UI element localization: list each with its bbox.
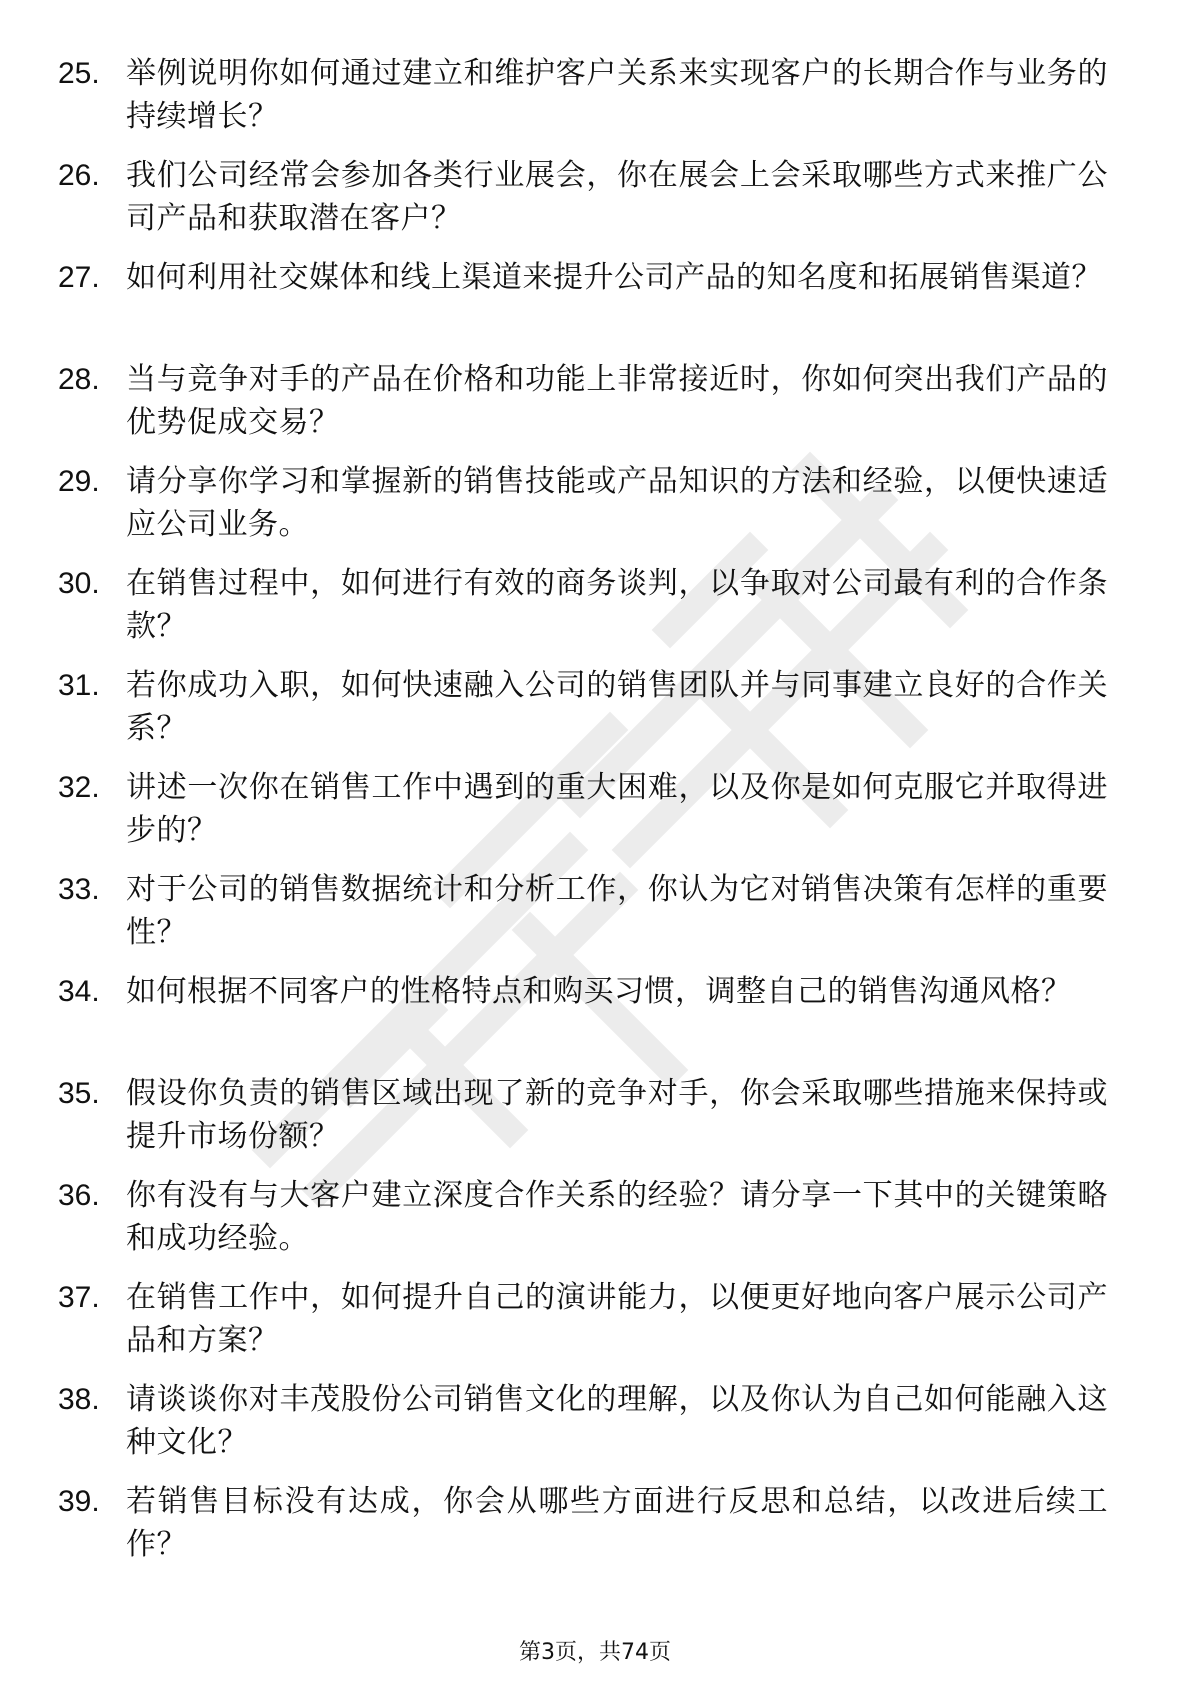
list-item [58,1276,1108,1370]
question-text: 如何根据不同客户的性格特点和购买习惯，调整自己的销售沟通风格？ [126,974,1072,1009]
question-text: 请谈谈你对丰茂股份公司销售文化的理解，以及你认为自己如何能融入这种文化？ [126,1382,1108,1460]
question-text: 我们公司经常会参加各类行业展会，你在展会上会采取哪些方式来推广公司产品和获取潜在客户？ [126,158,1108,236]
page-footer [0,1635,1190,1666]
question-number: 25. [58,57,100,90]
question-text: 当与竞争对手的产品在价格和功能上非常接近时，你如何突出我们产品的优势促成交易？ [126,362,1108,440]
question-text: 对于公司的销售数据统计和分析工作，你认为它对销售决策有怎样的重要性？ [126,872,1108,950]
question-number: 29. [58,465,100,498]
question-number: 33. [58,873,100,906]
question-number: 35. [58,1077,100,1110]
question-text: 举例说明你如何通过建立和维护客户关系来实现客户的长期合作与业务的持续增长？ [126,56,1108,134]
question-text: 讲述一次你在销售工作中遇到的重大困难，以及你是如何克服它并取得进步的？ [126,770,1108,848]
question-text: 假设你负责的销售区域出现了新的竞争对手，你会采取哪些措施来保持或提升市场份额？ [126,1076,1108,1154]
question-text: 若销售目标没有达成，你会从哪些方面进行反思和总结，以改进后续工作？ [126,1484,1108,1562]
question-text: 你有没有与大客户建立深度合作关系的经验？请分享一下其中的关键策略和成功经验。 [126,1178,1108,1256]
list-item [58,460,1108,554]
question-text: 若你成功入职，如何快速融入公司的销售团队并与同事建立良好的合作关系？ [126,668,1108,746]
list-item [58,154,1108,248]
question-list [58,52,1108,1582]
list-item [58,358,1108,452]
question-number: 31. [58,669,100,702]
question-text: 在销售过程中，如何进行有效的商务谈判，以争取对公司最有利的合作条款？ [126,566,1108,644]
question-number: 30. [58,567,100,600]
list-item [58,1480,1108,1574]
question-text: 请分享你学习和掌握新的销售技能或产品知识的方法和经验，以便快速适应公司业务。 [126,464,1108,542]
question-number: 27. [58,261,100,294]
page-number-label: 第3页，共74页 [519,1640,671,1665]
list-item [58,1174,1108,1268]
question-number: 32. [58,771,100,804]
list-item [58,1072,1108,1166]
list-item [58,664,1108,758]
list-item [58,868,1108,962]
question-text: 在销售工作中，如何提升自己的演讲能力，以便更好地向客户展示公司产品和方案？ [126,1280,1108,1358]
question-number: 26. [58,159,100,192]
question-number: 37. [58,1281,100,1314]
list-item [58,970,1108,1064]
question-number: 39. [58,1485,100,1518]
question-number: 28. [58,363,100,396]
question-number: 34. [58,975,100,1008]
list-item [58,766,1108,860]
list-item [58,256,1108,350]
question-number: 36. [58,1179,100,1212]
question-number: 38. [58,1383,100,1416]
list-item [58,52,1108,146]
list-item [58,562,1108,656]
question-text: 如何利用社交媒体和线上渠道来提升公司产品的知名度和拓展销售渠道？ [126,260,1102,295]
list-item [58,1378,1108,1472]
